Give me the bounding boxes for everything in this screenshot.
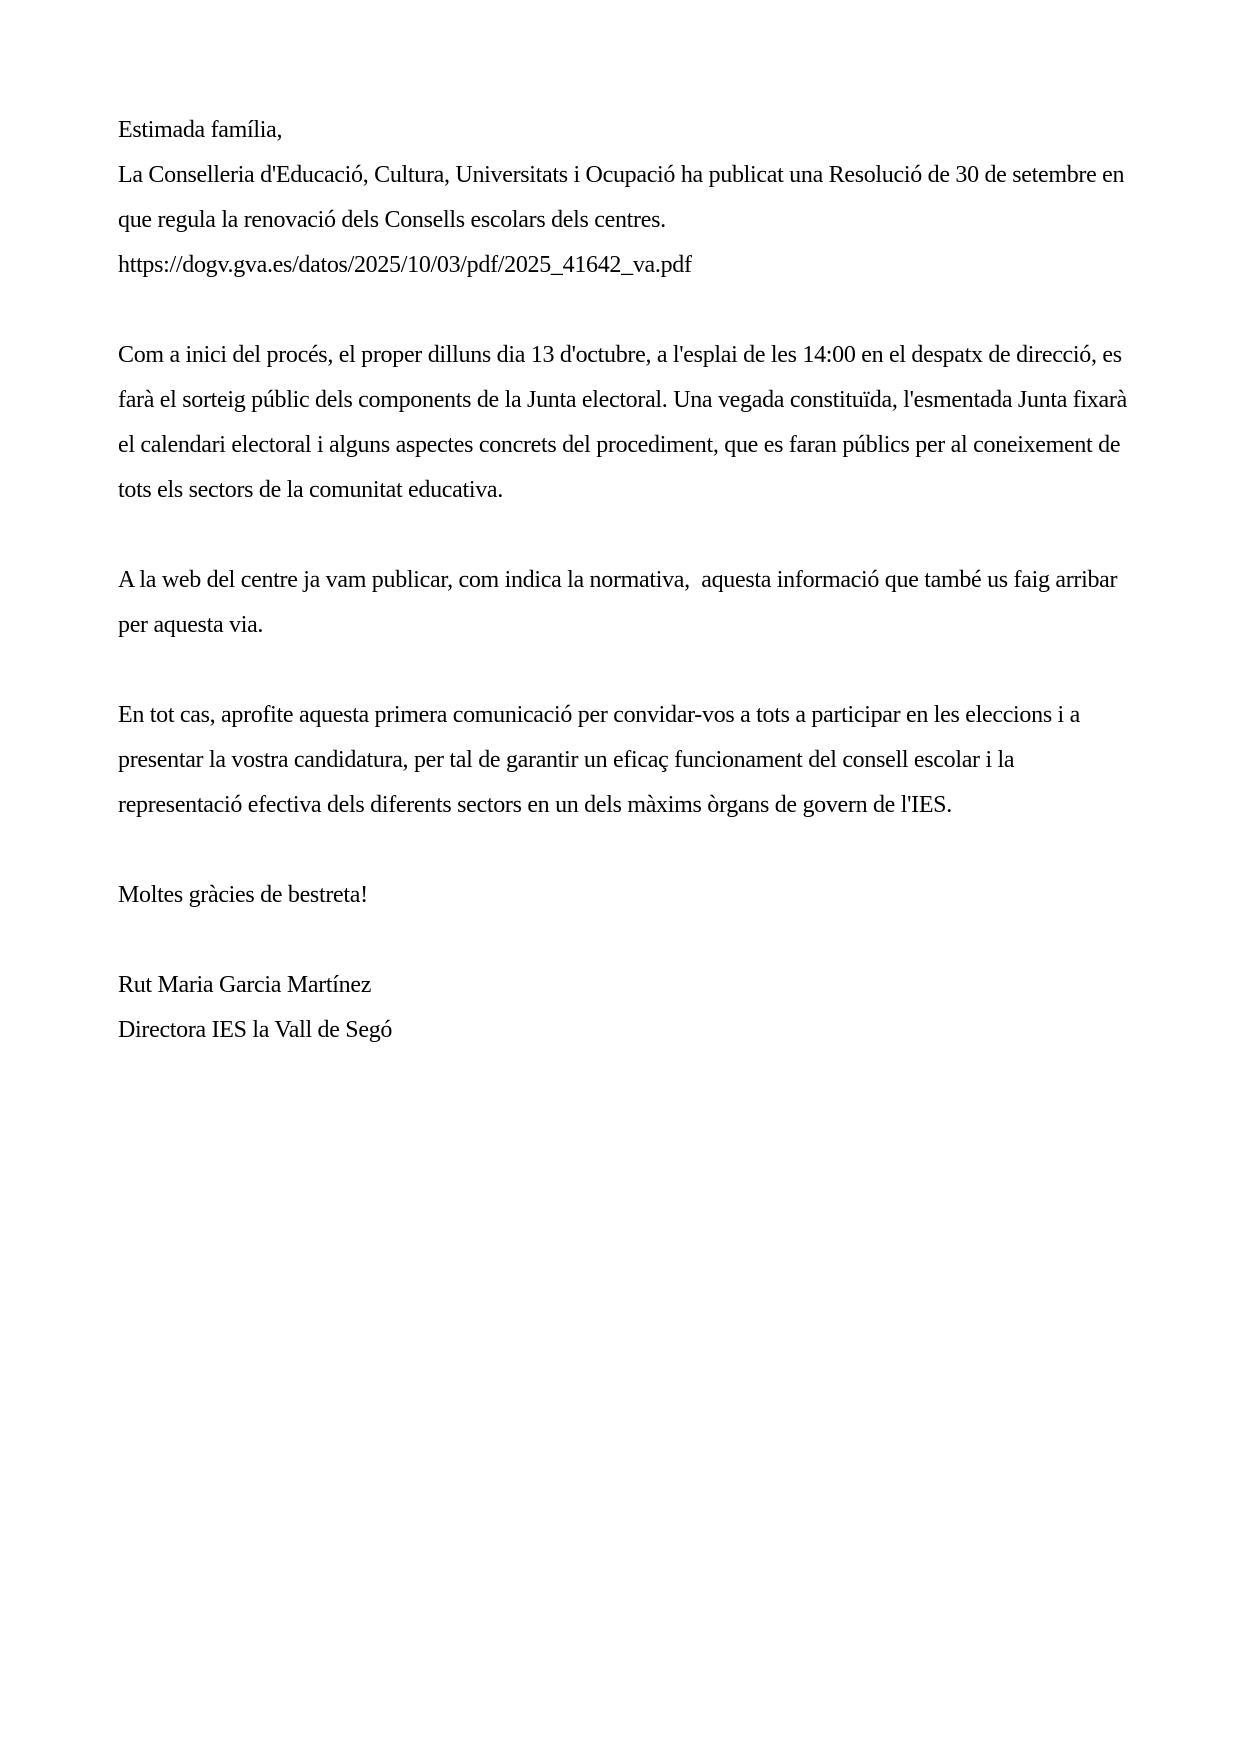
web-info-paragraph: A la web del centre ja vam publicar, com indica la normativa, aquesta informació que també us faig arribar per aquesta via. (118, 567, 1123, 638)
dogv-url-text: https://dogv.gva.es/datos/2025/10/03/pdf/2025_41642_va.pdf (118, 252, 692, 278)
signature-role: Directora IES la Vall de Segó (118, 1017, 393, 1043)
thanks-block (118, 873, 1128, 918)
signature-block (118, 963, 1128, 1053)
intro-paragraph: La Conselleria d'Educació, Cultura, Universitats i Ocupació ha publicat una Resolució de 30 de setembre en que regula la renovació dels Consells escolars dels centres. (118, 162, 1130, 233)
invitation-paragraph: En tot cas, aprofite aquesta primera comunicació per convidar-vos a tots a participar en les eleccions i a presentar la vostra candidatura, per tal de garantir un eficaç funcionament del consell escolar i la representació efectiva dels diferents sectors en un dels màxims òrgans de govern de l'IES. (118, 702, 1086, 818)
web-info-block (118, 558, 1128, 648)
greeting-line: Estimada família, (118, 117, 283, 143)
thanks-line: Moltes gràcies de bestreta! (118, 882, 368, 908)
signature-name: Rut Maria Garcia Martínez (118, 972, 372, 998)
process-block (118, 333, 1133, 513)
invitation-block (118, 693, 1128, 828)
intro-block (118, 108, 1128, 288)
process-paragraph: Com a inici del procés, el proper dilluns dia 13 d'octubre, a l'esplai de les 14:00 en el despatx de direcció, es farà el sorteig públic dels components de la Junta electoral. Una vegada constituïda, l'esmentada Junta fixarà el calendari electoral i alguns aspectes concrets del procediment, que es faran públics per al coneixement de tots els sectors de la comunitat educativa. (118, 342, 1133, 503)
